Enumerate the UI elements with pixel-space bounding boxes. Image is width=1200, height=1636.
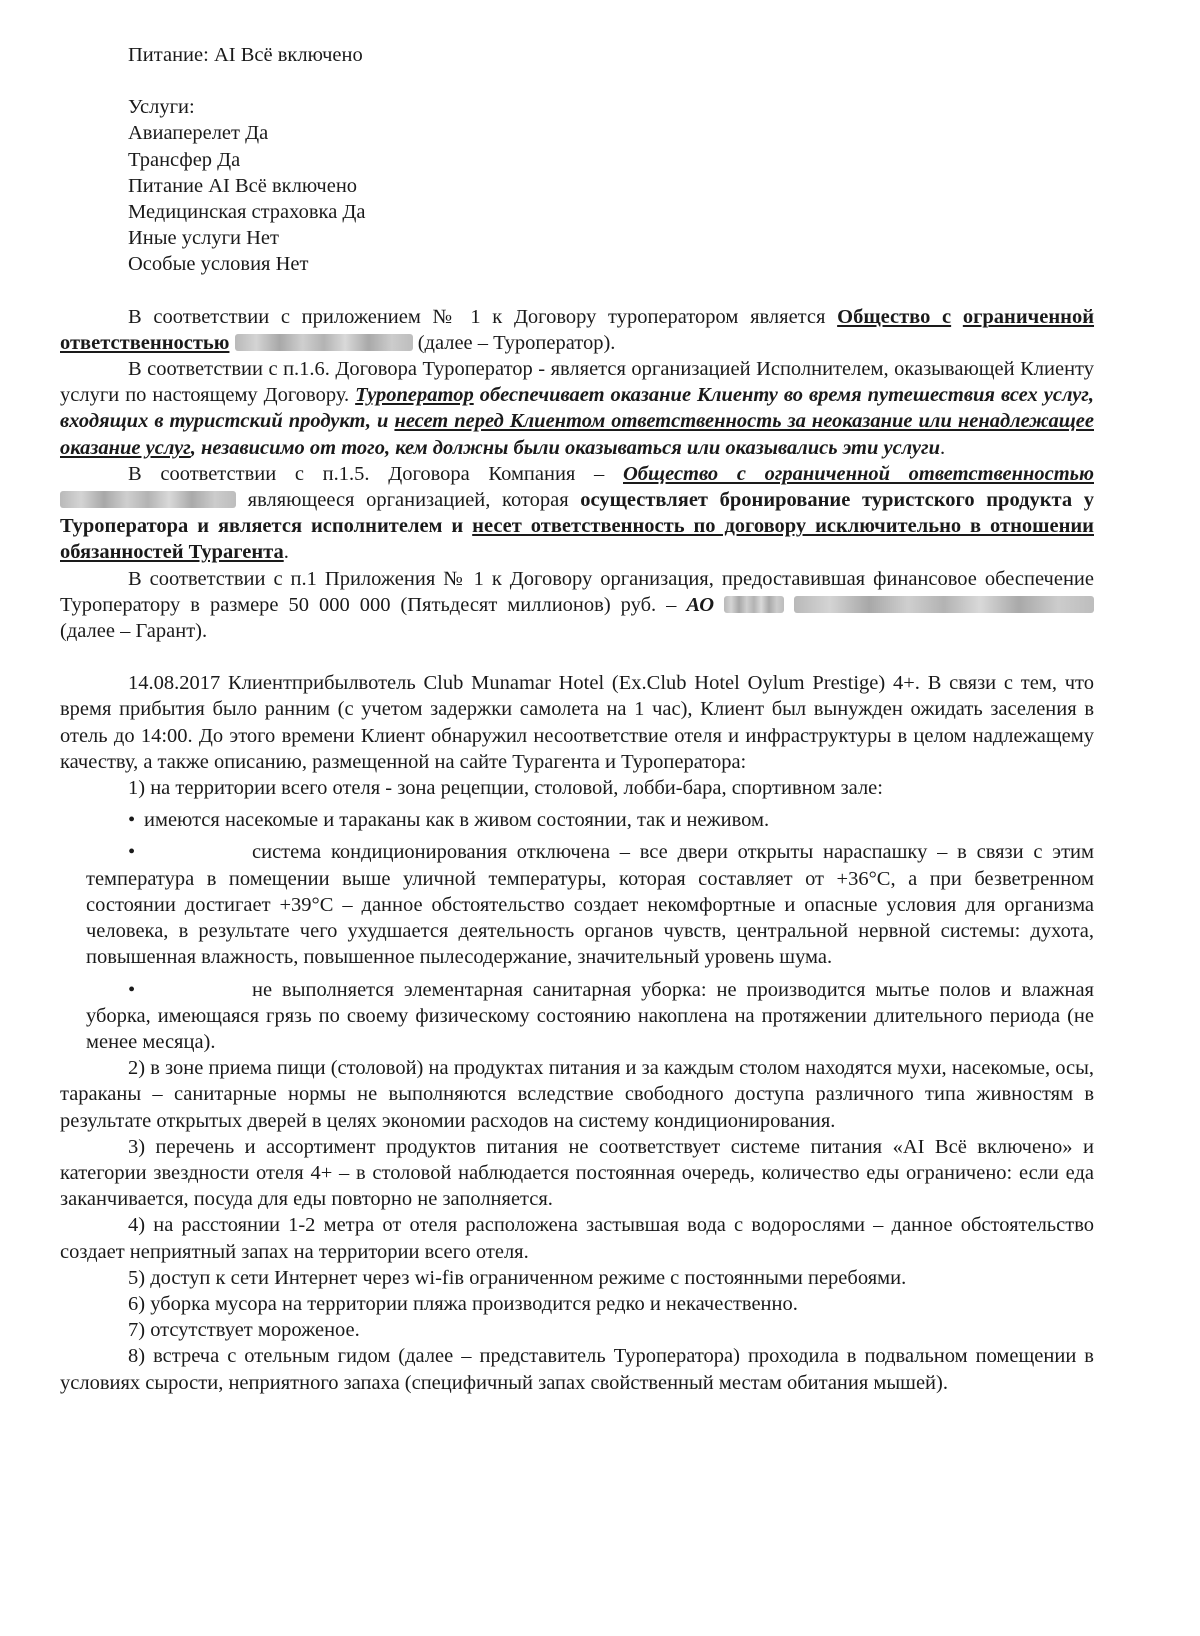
redacted-name bbox=[794, 596, 1094, 613]
claim-item: 2) в зоне приема пищи (столовой) на продуктах питания и за каждым столом находятся мухи, насекомые, осы, тараканы – санитарные нормы не выполняются вследствие свободного доступа различного типа живностям в результате открытых дверей в целях экономии расходов на систему кондиционирования. bbox=[60, 1057, 1094, 1132]
paragraph-responsibility: В соответствии с п.1.6. Договора Туроператор - является организацией Исполнителем, оказывающей Клиенту услуги по настоящему Договору. Туроператор обеспечивает оказание Клиенту во время путешествия всех услуг, входящих в туристский продукт, и несет перед Клиентом ответственность за неоказание или ненадлежащее оказание услуг, независимо от того, кем должны были оказываться или оказывались эти услуги. bbox=[60, 358, 1095, 459]
services-title: Услуги: bbox=[128, 96, 195, 119]
paragraph-arrival: 14.08.2017 Клиентприбылвотель Club Munamar Hotel (Ex.Club Hotel Oylum Prestige) 4+. В связи с тем, что время прибытия было ранним (с учетом задержки самолета на 1 час), Клиент был вынужден ожидать заселения в отель до 14:00. До этого времени Клиент обнаружил несоответствие отеля и инфраструктуры в целом надлежащему качеству, а также описанию, размещенной на сайте Турагента и Туроператора: bbox=[60, 672, 1094, 773]
redacted-name bbox=[60, 491, 236, 508]
meals-line: Питание: AI Всё включено bbox=[128, 44, 363, 66]
claim-item: 8) встреча с отельным гидом (далее – представитель Туроператора) проходила в подвальном помещении в условиях сырости, неприятного запаха (специфичный запах свойственный местам обитания мышей). bbox=[60, 1345, 1094, 1394]
paragraph-company: В соответствии с п.1.5. Договора Компания – Общество с ограниченной ответственностью являющееся организацией, которая осуществляет бронирование туристского продукта у Туроператора и является исполнителем и несет ответственность по договору исключительно в отношении обязанностей Турагента. bbox=[60, 462, 1094, 564]
claim-item: 6) уборка мусора на территории пляжа производится редко и некачественно. bbox=[128, 1292, 798, 1315]
redacted-name bbox=[724, 596, 784, 613]
claim-item: 7) отсутствует мороженое. bbox=[128, 1319, 360, 1342]
claim-item: 5) доступ к сети Интернет через wi-fiв ограниченном режиме с постоянными перебоями. bbox=[128, 1266, 907, 1289]
bullet-item: • не выполняется элементарная санитарная уборка: не производится мытье полов и влажная уборка, имеющаяся грязь по своему физическому состоянию накоплена на протяжении длительного периода (не менее месяца). bbox=[86, 978, 1094, 1053]
bullet-icon: • bbox=[128, 841, 136, 864]
bullet-icon: • bbox=[128, 809, 136, 832]
bullet-item: • система кондиционирования отключена – все двери открыты нараспашку – в связи с этим температура в помещении выше уличной температуры, которая составляет от +36°С, а при безветренном состоянии достигает +39°С – данное обстоятельство создает некомфортные и опасные условия для организма человека, в результате чего ухудшается деятельность органов чувств, центральной нервной системы: духота, повышенная влажность, повышенное пылесодержание, значительный уровень шума. bbox=[86, 841, 1094, 969]
paragraph-guarantor: В соответствии с п.1 Приложения № 1 к Договору организация, предоставившая финансовое обеспечение Туроператору в размере 50 000 000 (Пятьдесят миллионов) руб. – АО (далее – Гарант). bbox=[60, 567, 1094, 643]
service-item: Авиаперелет Да bbox=[128, 122, 269, 145]
bullet-item: • имеются насекомые и тараканы как в живом состоянии, так и неживом. bbox=[60, 807, 1094, 833]
service-item: Иные услуги Нет bbox=[128, 227, 279, 250]
claim-item: 3) перечень и ассортимент продуктов питания не соответствует системе питания «AI Всё включено» и категории звездности отеля 4+ – в столовой наблюдается постоянная очередь, количество еды ограничено: если еда заканчивается, посуда для еды повторно не заполняется. bbox=[60, 1135, 1094, 1211]
bullet-icon: • bbox=[128, 978, 136, 1001]
document-page bbox=[60, 42, 1094, 1396]
paragraph-tour-operator: В соответствии с приложением № 1 к Договору туроператором является Общество с ограниченной ответственностью (далее – Туроператор). bbox=[60, 305, 1095, 354]
service-item: Медицинская страховка Да bbox=[128, 201, 366, 224]
service-item: Особые условия Нет bbox=[128, 253, 309, 276]
claim-item: 1) на территории всего отеля - зона рецепции, столовой, лобби-бара, спортивном зале: bbox=[128, 777, 883, 800]
service-item: Питание AI Всё включено bbox=[128, 174, 358, 197]
service-item: Трансфер Да bbox=[128, 148, 241, 171]
claim-item: 4) на расстоянии 1-2 метра от отеля расположена застывшая вода с водорослями – данное обстоятельство создает неприятный запах на территории всего отеля. bbox=[60, 1214, 1094, 1263]
redacted-name bbox=[235, 334, 413, 351]
